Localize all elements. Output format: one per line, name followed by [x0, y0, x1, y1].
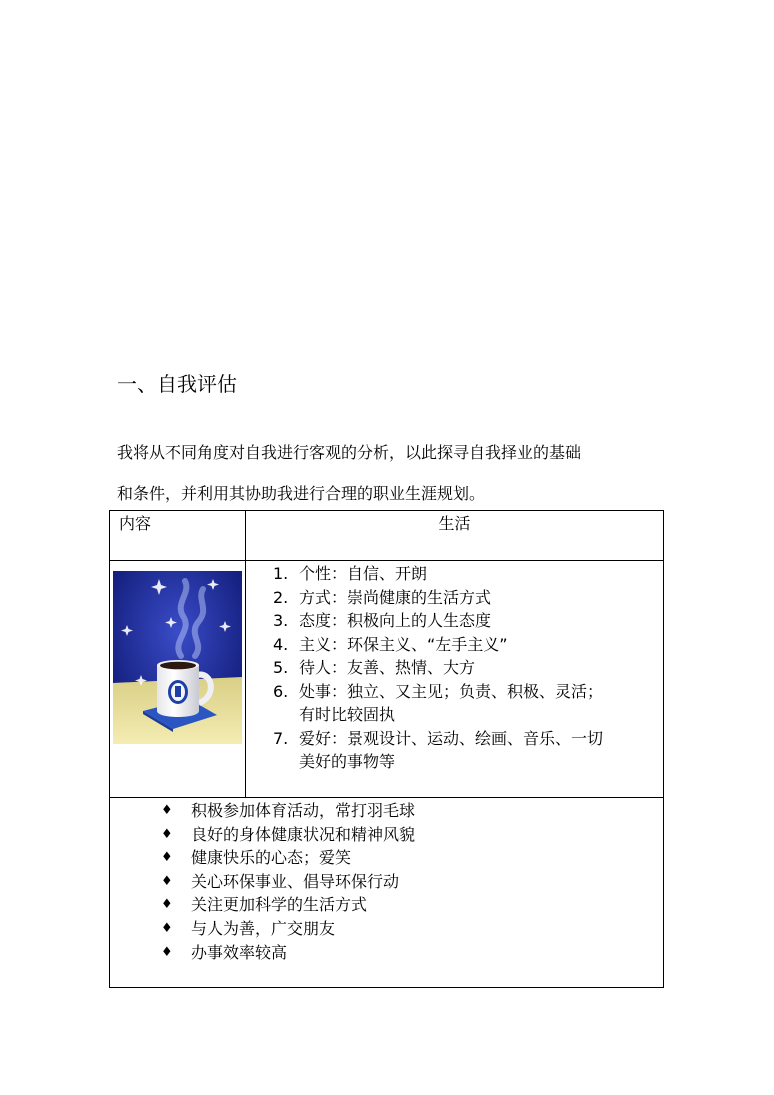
self-assessment-table [109, 510, 664, 988]
list-item: ♦ 积极参加体育活动，常打羽毛球 [161, 799, 415, 823]
diamond-bullet-icon: ♦ [161, 897, 173, 913]
table-border-top [109, 510, 664, 511]
list-item: ♦ 关注更加科学的生活方式 [161, 893, 415, 917]
table-border-bottom [109, 987, 664, 988]
table-row-divider-2 [109, 797, 664, 798]
list-item: 2. 方式：崇尚健康的生活方式 [273, 587, 492, 607]
diamond-bullet-icon: ♦ [161, 850, 173, 866]
traits-list [273, 562, 603, 774]
diamond-bullet-icon: ♦ [161, 803, 173, 818]
list-item: ♦ 办事效率较高 [161, 941, 415, 965]
strengths-list [161, 799, 415, 964]
section-heading: 一、自我评估 [117, 372, 237, 396]
intro-line-2: 和条件，并利用其协助我进行合理的职业生涯规划。 [117, 484, 486, 503]
header-life: 生活 [438, 514, 471, 533]
intro-line-1: 我将从不同角度对自我进行客观的分析，以此探寻自我择业的基础 [117, 443, 582, 462]
list-item: 3. 态度：积极向上的人生态度 [273, 611, 492, 630]
list-item: ♦ 关心环保事业、倡导环保行动 [161, 870, 415, 894]
list-item: 4. 主义：环保主义、“左手主义” [273, 634, 508, 654]
table-column-divider [245, 510, 246, 798]
coffee-mug-illustration [113, 571, 242, 744]
list-item: 7. 爱好：景观设计、运动、绘画、音乐、一切 美好的事物等 [273, 728, 604, 771]
diamond-bullet-icon: ♦ [161, 873, 173, 889]
header-content: 内容 [119, 514, 152, 533]
table-row-divider-1 [109, 560, 664, 561]
list-item: ♦ 健康快乐的心态；爱笑 [161, 846, 415, 870]
table-border-left [109, 510, 110, 988]
table-border-right [663, 510, 664, 988]
list-item: 1. 个性：自信、开朗 [273, 564, 428, 583]
diamond-bullet-icon: ♦ [161, 920, 173, 936]
diamond-bullet-icon: ♦ [161, 826, 173, 842]
list-item: ♦ 与人为善，广交朋友 [161, 917, 415, 941]
list-item: 6. 处事：独立、又主见；负责、积极、灵活； 有时比较固执 [273, 681, 604, 724]
list-item: ♦ 良好的身体健康状况和精神风貌 [161, 823, 415, 847]
list-item: 5. 待人：友善、热情、大方 [273, 658, 476, 677]
diamond-bullet-icon: ♦ [161, 944, 173, 960]
